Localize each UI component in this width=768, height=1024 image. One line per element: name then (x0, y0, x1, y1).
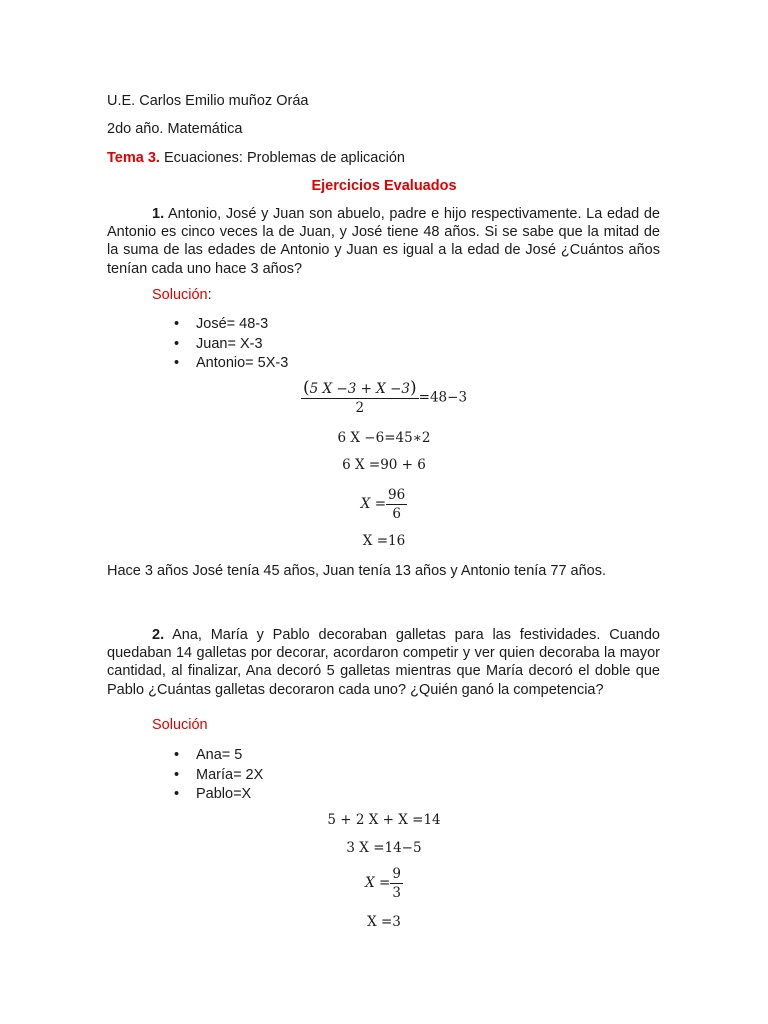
topic-label: Tema 3. (107, 150, 160, 166)
list-item: • Juan= X-3 (152, 335, 288, 355)
bullet-icon: • (174, 747, 180, 763)
school-name: U.E. Carlos Emilio muñoz Oráa (107, 93, 309, 109)
exercise-2-equation-4: X =3 (367, 914, 401, 930)
exercise-1-equation-2: 6 X −6=45∗2 (337, 430, 431, 446)
list-item: • María= 2X (152, 766, 263, 786)
exercise-1-statement (107, 205, 660, 278)
course-line: 2do año. Matemática (107, 121, 243, 137)
bullet-icon: • (174, 786, 180, 802)
exercise-2-equation-3: X = $\frac{9}{3}$ (365, 866, 401, 901)
exercise-2-equation-2: 3 X =14−5 (346, 840, 422, 856)
list-item: • Pablo=X (152, 785, 263, 805)
list-item: • José= 48-3 (152, 315, 288, 335)
exercise-1-bullet-list (152, 315, 288, 374)
exercise-1-equation-3: 6 X =90 + 6 (342, 457, 426, 473)
exercise-2-equation-1: 5 + 2 X + X =14 (327, 812, 441, 828)
fraction: $\frac{96}{6}$ (388, 487, 406, 522)
exercise-1-solution-label: Solución: (152, 287, 212, 303)
topic-text: Ecuaciones: Problemas de aplicación (159, 150, 405, 166)
bullet-icon: • (174, 766, 180, 783)
topic-line (107, 149, 405, 167)
exercise-1-number: 1. (152, 206, 165, 222)
exercise-1-equation-1: $\frac{(5 X -3 + X -3)}{2}$ =48−3 (302, 378, 468, 416)
exercise-2-solution-label: Solución (152, 717, 208, 733)
fraction: $\frac{(5 X -3 + X -3)}{2}$ (302, 378, 417, 416)
list-item: • Antonio= 5X-3 (152, 354, 288, 374)
exercise-1-text: Antonio, José y Juan son abuelo, padre e hijo respectivamente. La edad de Antonio es cinco veces la de Juan, y José tiene 48 años. Si se sabe que la mitad de la suma de las edades de Antonio y Juan es igual a la edad de José ¿Cuántos años tenían cada uno hace 3 años? (107, 206, 660, 277)
bullet-icon: • (174, 335, 180, 352)
exercise-2-bullet-list (152, 746, 263, 805)
bullet-icon: • (174, 355, 180, 371)
exercise-1-conclusion: Hace 3 años José tenía 45 años, Juan tenía 13 años y Antonio tenía 77 años. (107, 563, 607, 579)
exercise-1-equation-4: X = $\frac{96}{6}$ (360, 487, 406, 522)
bullet-icon: • (174, 316, 180, 332)
exercise-2-number: 2. (152, 627, 165, 643)
exercise-1-equation-5: X =16 (362, 533, 406, 549)
exercise-2-text: Ana, María y Pablo decoraban galletas para las festividades. Cuando quedaban 14 galletas por decorar, acordaron competir y ver quien decoraba la mayor cantidad, al finalizar, Ana decoró 5 galletas mientras que María decoró el doble que Pablo ¿Cuántas galletas decoraron cada uno? ¿Quién ganó la competencia? (107, 627, 660, 698)
section-title: Ejercicios Evaluados (311, 178, 457, 194)
fraction: $\frac{9}{3}$ (392, 866, 401, 901)
list-item: • Ana= 5 (152, 746, 263, 766)
exercise-2-statement (107, 626, 660, 699)
